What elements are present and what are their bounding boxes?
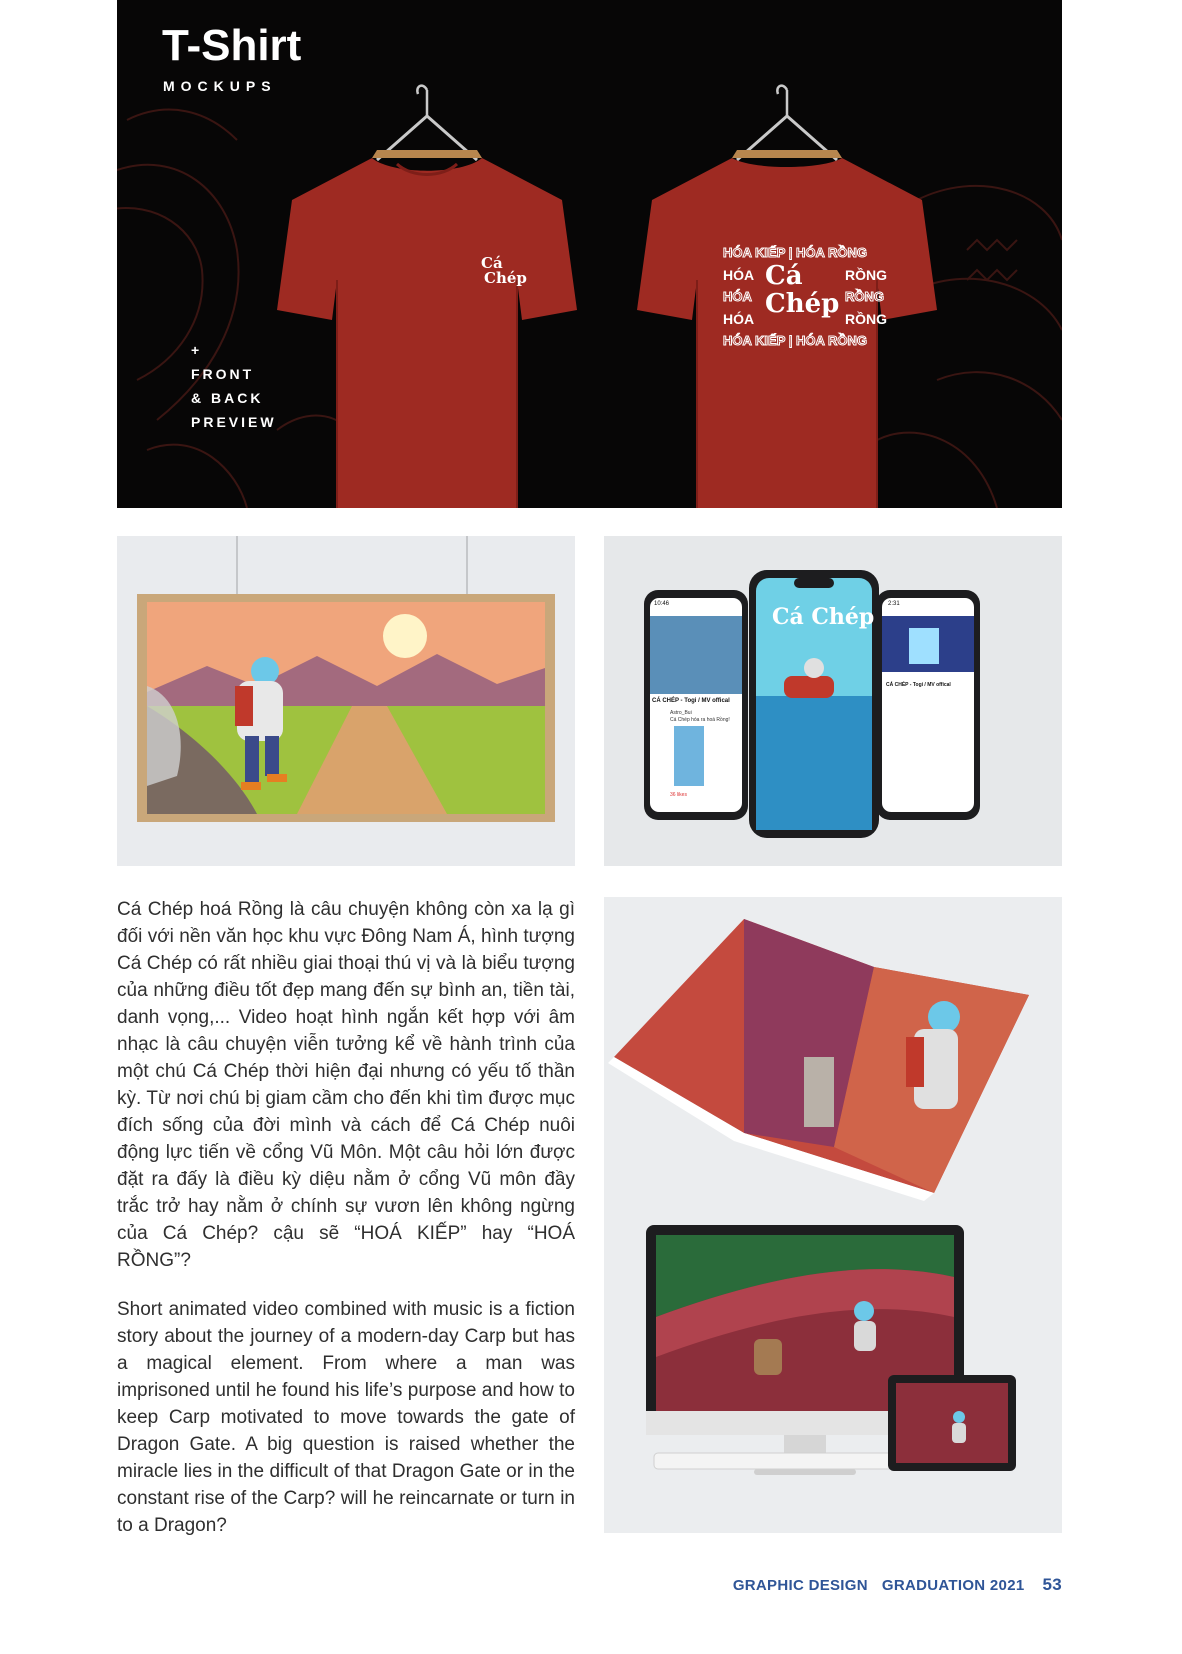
back-print-right-3: RỒNG xyxy=(845,311,887,327)
framed-artwork-photo xyxy=(117,536,575,866)
left-phone-status: 10:46 xyxy=(654,601,670,607)
preview-line-front: FRONT xyxy=(191,366,255,382)
back-print-top-row: HÓA KIẾP | HÓA RỒNG xyxy=(723,245,868,260)
book-and-desktop-mockup-photo xyxy=(604,897,1062,1533)
footer-section: GRAPHIC DESIGN xyxy=(732,1577,868,1594)
framed-artwork-illustration xyxy=(117,536,575,866)
preview-caption xyxy=(191,338,277,434)
description-english: Short animated video combined with music is a fiction story about the journey of a modern-day Carp but has a magical element. From where a man was imprisoned until he found his life’s purpose and how to keep Carp motivated to move towards the gate of Dragon Gate. A big question is raised whether the miracle lies in the difficult of that Dragon Gate or in the constant rise of the Carp? will he reincarnate or turn in to a Dragon? xyxy=(117,1299,575,1536)
page-footer xyxy=(733,1575,1062,1595)
front-logo: Cá Chép xyxy=(481,254,527,287)
footer-event: GRADUATION 2021 xyxy=(881,1577,1025,1594)
description-vietnamese: Cá Chép hoá Rồng là câu chuyện không còn xa lạ gì đối với nền văn học khu vực Đông Nam Á, hình tượng Cá Chép có rất nhiều giai thoại thú vị và là biểu tượng của những điều tốt đẹp mang đến sự bình an, tiền tài, danh vọng,... Video hoạt hình ngắn kết hợp với âm nhạc là câu chuyện viễn tưởng kể về hành trình của một chú Cá Chép thời hiện đại nhưng có yếu tố thần kỳ. Từ nơi chú bị giam cầm cho đến khi tìm được mục đích sống của đời mình và cách để Cá Chép nuôi động lực tiến về cổng Vũ Môn. Một câu hỏi lớn được đặt ra đấy là điều kỳ diệu nằm ở cổng Vũ môn đầy trắc trở hay nằm ở chính sự vươn lên không ngừng của Cá Chép? cậu sẽ “HOÁ KIẾP” hay “HOÁ RỒNG”? xyxy=(117,899,575,1271)
left-phone-caption: CÁ CHÉP - Togi / MV offical xyxy=(652,698,730,704)
preview-line-preview: PREVIEW xyxy=(191,414,277,430)
back-print-right-1: RỒNG xyxy=(845,267,887,283)
back-print-logo: Cá Chép xyxy=(765,261,840,319)
left-phone-likes: 36 likes xyxy=(670,792,687,798)
book-and-desktop-illustration xyxy=(604,897,1062,1533)
back-print-left-1: HÓA xyxy=(723,267,755,283)
right-phone-status: 2:31 xyxy=(888,601,900,607)
page-number: 53 xyxy=(1042,1575,1062,1594)
front-tshirt xyxy=(277,80,577,508)
preview-plus: + xyxy=(191,342,203,358)
banner-title: T-Shirt xyxy=(162,21,302,70)
right-phone-caption: CÁ CHÉP - Togi / MV offical xyxy=(886,682,951,688)
left-phone-user: Astro_Bui xyxy=(670,710,692,716)
back-print-right-2: RỒNG xyxy=(845,289,884,304)
phones-mockup-photo xyxy=(604,536,1062,866)
preview-line-back: & BACK xyxy=(191,390,264,406)
left-phone-comment: Cá Chép hóa ra hoá Rồng! xyxy=(670,717,730,723)
banner-subtitle: MOCKUPS xyxy=(163,78,277,94)
back-print-bottom-row: HÓA KIẾP | HÓA RỒNG xyxy=(723,333,868,348)
center-phone-title: Cá Chép xyxy=(772,604,875,630)
tshirt-mockup-banner xyxy=(117,0,1062,508)
back-print-left-3: HÓA xyxy=(723,311,755,327)
back-print-left-2: HÓA xyxy=(723,289,752,304)
